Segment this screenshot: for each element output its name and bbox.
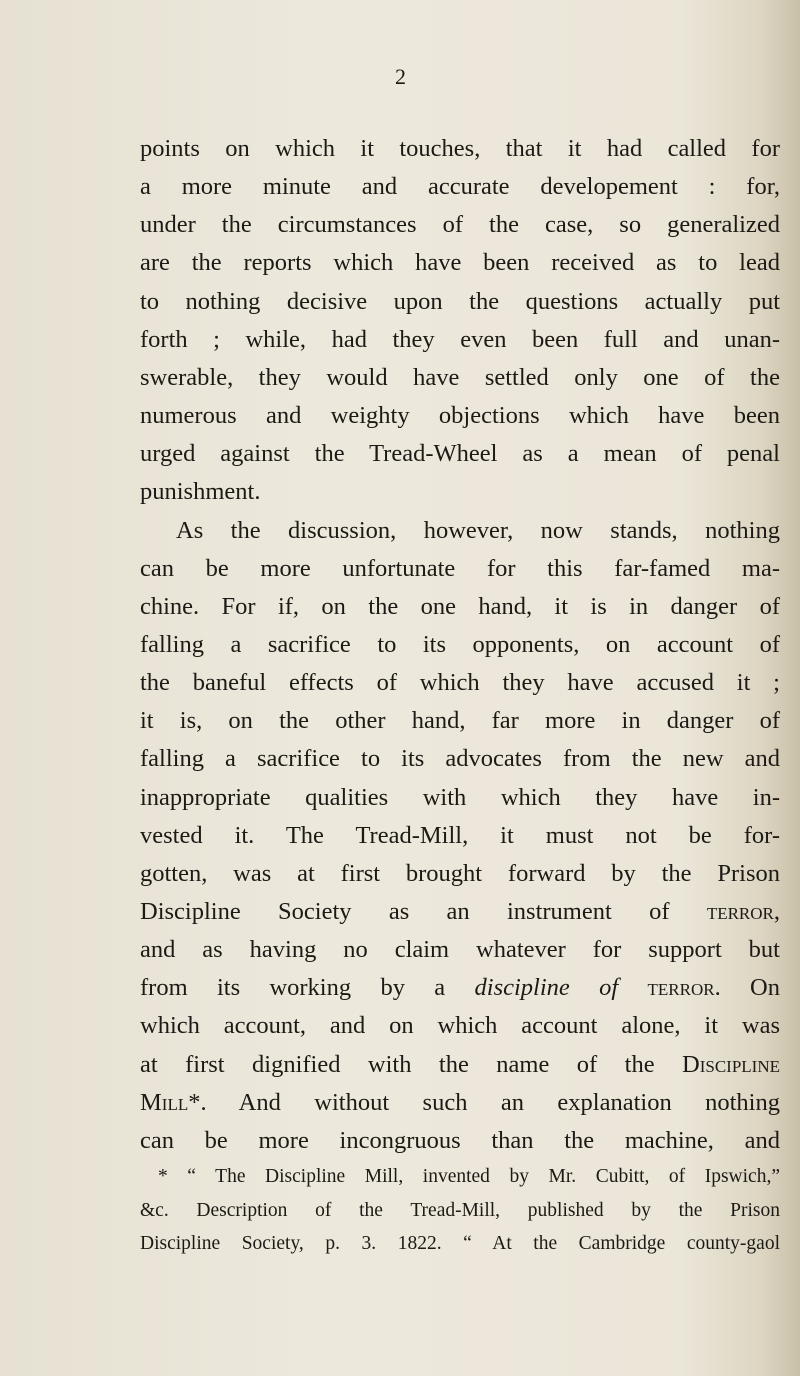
text-segment: under the circumstances of the case, so generalized [140,211,780,239]
text-line [140,973,780,1003]
text-segment: discipline of [474,974,619,1002]
text-line [140,363,780,393]
text-line [140,516,780,546]
text-line [140,477,780,507]
text-line [140,287,780,317]
text-line [140,325,780,355]
text-segment: terror, [706,898,780,925]
text-segment: chine. For if, on the one hand, it is in danger of [140,592,780,620]
text-line [140,859,780,889]
text-line [140,744,780,774]
text-segment: can be more incongruous than the machine, and [140,1126,780,1154]
text-line [140,1011,780,1041]
text-segment: terror. [647,974,721,1002]
text-segment: As the discussion, however, now stands, nothing [176,516,780,544]
text-line [140,706,780,736]
text-segment: a more minute and accurate developement : for, [140,173,780,201]
text-line [140,821,780,851]
text-segment: falling a sacrifice to its advocates from the new and [140,745,780,773]
text-segment: from its working by a [140,974,475,1002]
text-segment: Discipline Society as an instrument of [140,898,707,925]
text-segment: points on which it touches, that it had called for [140,135,780,162]
text-segment: can be more unfortunate for this far-famed ma- [140,554,780,582]
text-segment: to nothing decisive upon the questions actually put [140,287,780,315]
text-segment: the baneful effects of which they have accused it ; [140,669,780,697]
footnote-line: Discipline Society, p. 3. 1822. “ At the Cambridge county-gaol [140,1233,780,1254]
text-line [140,401,780,431]
text-segment: are the reports which have been received as to lead [140,249,780,277]
text-segment: urged against the Tread-Wheel as a mean of penal [140,440,780,468]
page-number: 2 [395,64,406,89]
text-line [140,935,780,965]
text-line [140,1126,780,1156]
text-segment: at first dignified with the name of the [140,1050,683,1078]
text-line [140,897,780,927]
text-line [140,210,780,240]
text-segment: inappropriate qualities with which they have in- [140,783,780,811]
text-segment: vested it. The Tread-Mill, it must not be for- [140,821,780,849]
text-line [140,439,780,469]
text-segment: Mill [140,1088,189,1116]
text-segment: which account, and on which account alone, it was [140,1012,780,1040]
text-line [140,134,780,164]
text-segment: it is, on the other hand, far more in danger of [140,707,780,735]
text-line [140,1088,780,1118]
text-segment: forth ; while, had they even been full and unan- [140,325,780,353]
text-segment [618,974,647,1001]
text-segment: gotten, was at first brought forward by the Prison [140,859,780,887]
text-segment: swerable, they would have settled only one of the [140,363,780,391]
text-line [140,592,780,622]
footnote-line: * “ The Discipline Mill, invented by Mr. Cubitt, of Ipswich,” [158,1166,780,1187]
text-line [140,668,780,698]
text-segment: falling a sacrifice to its opponents, on account of [140,630,780,658]
text-line [140,554,780,584]
text-line [140,172,780,202]
text-segment: On [720,974,781,1002]
text-line [140,783,780,813]
text-segment: punishment. [140,478,261,506]
footnote-line: &c. Description of the Tread-Mill, published by the Prison [140,1199,780,1221]
text-line [140,1050,780,1080]
text-line [140,248,780,278]
text-segment: numerous and weighty objections which have been [140,402,780,430]
text-line [140,630,780,660]
text-segment: Discipline [682,1050,780,1078]
text-segment: and as having no claim whatever for support but [140,936,780,964]
text-segment: *. And without such an explanation nothing [188,1088,780,1116]
